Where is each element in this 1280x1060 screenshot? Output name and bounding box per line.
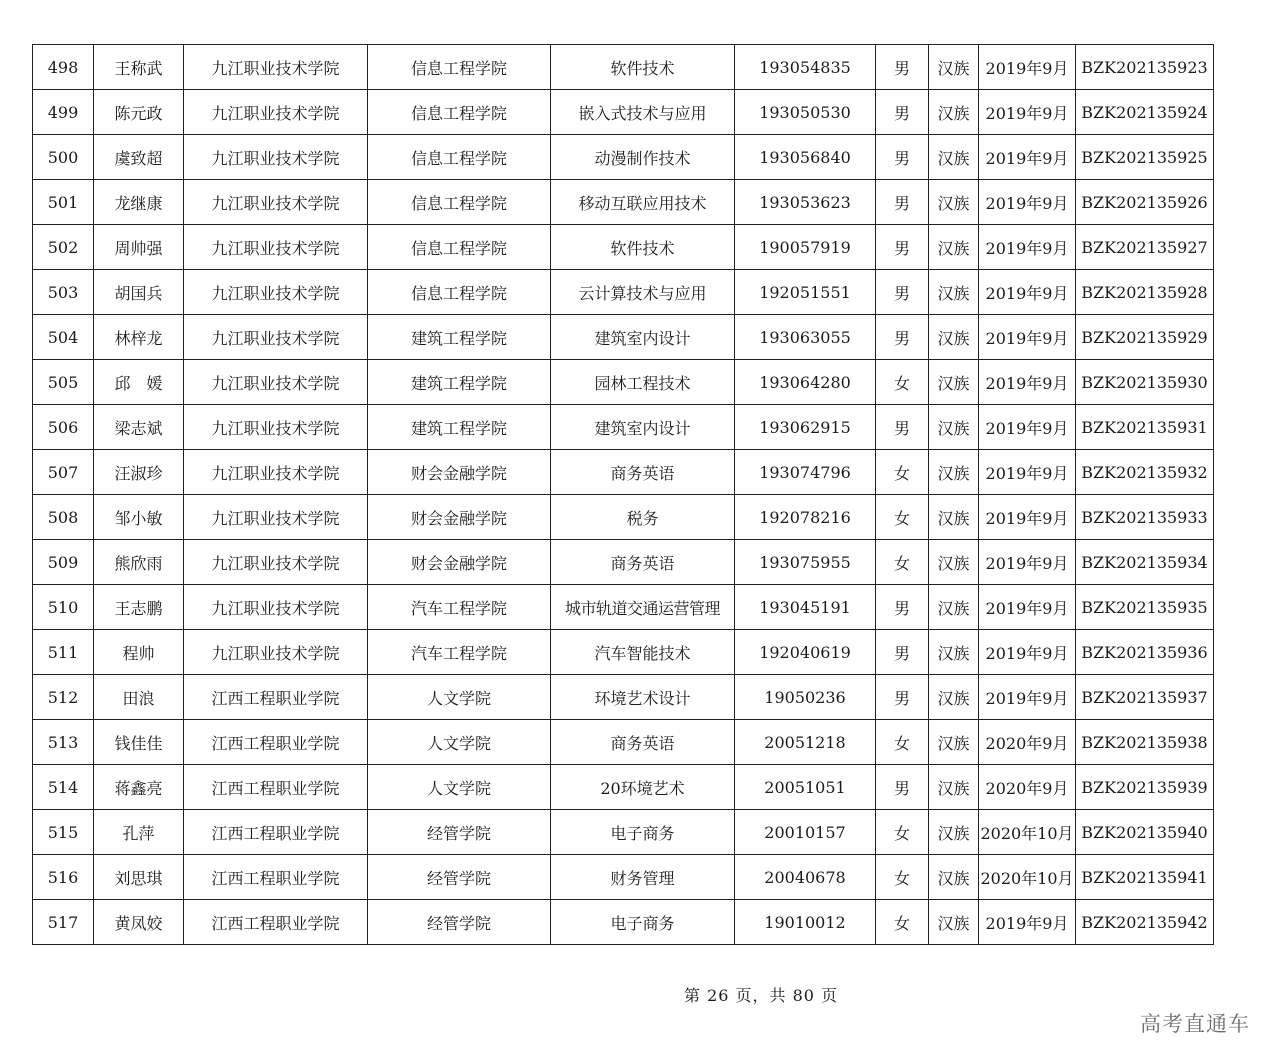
gender-cell: 男 xyxy=(876,225,929,270)
student-id-cell: 193053623 xyxy=(735,180,876,225)
major-cell: 软件技术 xyxy=(551,45,735,90)
school-cell: 九江职业技术学院 xyxy=(184,270,368,315)
gender-cell: 男 xyxy=(876,270,929,315)
student-id-cell: 19010012 xyxy=(735,900,876,945)
certificate-no-cell: BZK202135924 xyxy=(1076,90,1214,135)
table-row xyxy=(33,360,1214,405)
school-cell: 九江职业技术学院 xyxy=(184,360,368,405)
student-id-cell: 193064280 xyxy=(735,360,876,405)
name-cell: 王称武 xyxy=(94,45,184,90)
department-cell: 经管学院 xyxy=(368,810,551,855)
school-cell: 江西工程职业学院 xyxy=(184,810,368,855)
row-number-cell: 510 xyxy=(33,585,94,630)
student-id-cell: 193075955 xyxy=(735,540,876,585)
name-cell: 汪淑珍 xyxy=(94,450,184,495)
table-row xyxy=(33,135,1214,180)
enrollment-date-cell: 2020年10月 xyxy=(979,810,1076,855)
table-row xyxy=(33,540,1214,585)
name-cell: 邱 媛 xyxy=(94,360,184,405)
row-number-cell: 508 xyxy=(33,495,94,540)
name-cell: 孔萍 xyxy=(94,810,184,855)
gender-cell: 女 xyxy=(876,855,929,900)
enrollment-date-cell: 2019年9月 xyxy=(979,360,1076,405)
major-cell: 城市轨道交通运营管理 xyxy=(551,585,735,630)
row-number-cell: 509 xyxy=(33,540,94,585)
table-row xyxy=(33,720,1214,765)
row-number-cell: 511 xyxy=(33,630,94,675)
enrollment-date-cell: 2019年9月 xyxy=(979,90,1076,135)
certificate-no-cell: BZK202135931 xyxy=(1076,405,1214,450)
department-cell: 信息工程学院 xyxy=(368,270,551,315)
row-number-cell: 507 xyxy=(33,450,94,495)
gender-cell: 女 xyxy=(876,540,929,585)
table-row xyxy=(33,765,1214,810)
certificate-no-cell: BZK202135923 xyxy=(1076,45,1214,90)
department-cell: 信息工程学院 xyxy=(368,90,551,135)
department-cell: 建筑工程学院 xyxy=(368,315,551,360)
department-cell: 经管学院 xyxy=(368,900,551,945)
certificate-no-cell: BZK202135934 xyxy=(1076,540,1214,585)
department-cell: 人文学院 xyxy=(368,675,551,720)
certificate-no-cell: BZK202135929 xyxy=(1076,315,1214,360)
enrollment-date-cell: 2019年9月 xyxy=(979,675,1076,720)
ethnicity-cell: 汉族 xyxy=(929,765,979,810)
ethnicity-cell: 汉族 xyxy=(929,45,979,90)
school-cell: 九江职业技术学院 xyxy=(184,225,368,270)
school-cell: 九江职业技术学院 xyxy=(184,45,368,90)
certificate-no-cell: BZK202135941 xyxy=(1076,855,1214,900)
name-cell: 邹小敏 xyxy=(94,495,184,540)
gender-cell: 男 xyxy=(876,585,929,630)
page-indicator-text: 第 26 页，共 80 页 xyxy=(684,986,839,1005)
table-row xyxy=(33,585,1214,630)
department-cell: 建筑工程学院 xyxy=(368,405,551,450)
gender-cell: 女 xyxy=(876,900,929,945)
ethnicity-cell: 汉族 xyxy=(929,810,979,855)
major-cell: 汽车智能技术 xyxy=(551,630,735,675)
department-cell: 信息工程学院 xyxy=(368,180,551,225)
name-cell: 陈元政 xyxy=(94,90,184,135)
enrollment-date-cell: 2019年9月 xyxy=(979,225,1076,270)
table-row xyxy=(33,270,1214,315)
certificate-no-cell: BZK202135936 xyxy=(1076,630,1214,675)
major-cell: 财务管理 xyxy=(551,855,735,900)
table-row xyxy=(33,180,1214,225)
ethnicity-cell: 汉族 xyxy=(929,495,979,540)
certificate-no-cell: BZK202135930 xyxy=(1076,360,1214,405)
school-cell: 江西工程职业学院 xyxy=(184,765,368,810)
enrollment-date-cell: 2019年9月 xyxy=(979,270,1076,315)
row-number-cell: 517 xyxy=(33,900,94,945)
table-row xyxy=(33,630,1214,675)
roster-body xyxy=(33,45,1214,945)
ethnicity-cell: 汉族 xyxy=(929,585,979,630)
row-number-cell: 516 xyxy=(33,855,94,900)
ethnicity-cell: 汉族 xyxy=(929,540,979,585)
certificate-no-cell: BZK202135925 xyxy=(1076,135,1214,180)
student-id-cell: 20010157 xyxy=(735,810,876,855)
ethnicity-cell: 汉族 xyxy=(929,225,979,270)
major-cell: 税务 xyxy=(551,495,735,540)
certificate-no-cell: BZK202135935 xyxy=(1076,585,1214,630)
row-number-cell: 500 xyxy=(33,135,94,180)
enrollment-date-cell: 2020年9月 xyxy=(979,720,1076,765)
department-cell: 经管学院 xyxy=(368,855,551,900)
department-cell: 人文学院 xyxy=(368,720,551,765)
student-id-cell: 20051051 xyxy=(735,765,876,810)
table-row xyxy=(33,675,1214,720)
department-cell: 信息工程学院 xyxy=(368,45,551,90)
name-cell: 胡国兵 xyxy=(94,270,184,315)
gender-cell: 女 xyxy=(876,360,929,405)
ethnicity-cell: 汉族 xyxy=(929,360,979,405)
student-roster-table xyxy=(32,44,1214,945)
major-cell: 建筑室内设计 xyxy=(551,405,735,450)
name-cell: 田浪 xyxy=(94,675,184,720)
table-row xyxy=(33,90,1214,135)
student-id-cell: 193074796 xyxy=(735,450,876,495)
major-cell: 嵌入式技术与应用 xyxy=(551,90,735,135)
department-cell: 财会金融学院 xyxy=(368,540,551,585)
gender-cell: 男 xyxy=(876,405,929,450)
student-id-cell: 193056840 xyxy=(735,135,876,180)
row-number-cell: 514 xyxy=(33,765,94,810)
student-id-cell: 193054835 xyxy=(735,45,876,90)
table-row xyxy=(33,45,1214,90)
ethnicity-cell: 汉族 xyxy=(929,315,979,360)
enrollment-date-cell: 2019年9月 xyxy=(979,495,1076,540)
gender-cell: 女 xyxy=(876,495,929,540)
ethnicity-cell: 汉族 xyxy=(929,90,979,135)
school-cell: 九江职业技术学院 xyxy=(184,495,368,540)
student-id-cell: 20040678 xyxy=(735,855,876,900)
gender-cell: 男 xyxy=(876,675,929,720)
major-cell: 电子商务 xyxy=(551,900,735,945)
enrollment-date-cell: 2019年9月 xyxy=(979,45,1076,90)
major-cell: 动漫制作技术 xyxy=(551,135,735,180)
ethnicity-cell: 汉族 xyxy=(929,180,979,225)
gender-cell: 男 xyxy=(876,765,929,810)
school-cell: 江西工程职业学院 xyxy=(184,900,368,945)
ethnicity-cell: 汉族 xyxy=(929,405,979,450)
school-cell: 江西工程职业学院 xyxy=(184,720,368,765)
certificate-no-cell: BZK202135940 xyxy=(1076,810,1214,855)
major-cell: 商务英语 xyxy=(551,720,735,765)
row-number-cell: 501 xyxy=(33,180,94,225)
enrollment-date-cell: 2019年9月 xyxy=(979,540,1076,585)
row-number-cell: 504 xyxy=(33,315,94,360)
name-cell: 梁志斌 xyxy=(94,405,184,450)
enrollment-date-cell: 2019年9月 xyxy=(979,135,1076,180)
ethnicity-cell: 汉族 xyxy=(929,675,979,720)
ethnicity-cell: 汉族 xyxy=(929,855,979,900)
department-cell: 信息工程学院 xyxy=(368,135,551,180)
enrollment-date-cell: 2019年9月 xyxy=(979,450,1076,495)
certificate-no-cell: BZK202135928 xyxy=(1076,270,1214,315)
table-row xyxy=(33,405,1214,450)
table-row xyxy=(33,315,1214,360)
school-cell: 江西工程职业学院 xyxy=(184,855,368,900)
department-cell: 建筑工程学院 xyxy=(368,360,551,405)
gender-cell: 男 xyxy=(876,135,929,180)
row-number-cell: 502 xyxy=(33,225,94,270)
major-cell: 电子商务 xyxy=(551,810,735,855)
watermark-text: 高考直通车 xyxy=(1140,1012,1250,1036)
ethnicity-cell: 汉族 xyxy=(929,900,979,945)
enrollment-date-cell: 2019年9月 xyxy=(979,630,1076,675)
name-cell: 蒋鑫亮 xyxy=(94,765,184,810)
department-cell: 财会金融学院 xyxy=(368,495,551,540)
enrollment-date-cell: 2019年9月 xyxy=(979,180,1076,225)
name-cell: 龙继康 xyxy=(94,180,184,225)
enrollment-date-cell: 2019年9月 xyxy=(979,900,1076,945)
gender-cell: 女 xyxy=(876,450,929,495)
certificate-no-cell: BZK202135939 xyxy=(1076,765,1214,810)
row-number-cell: 515 xyxy=(33,810,94,855)
gender-cell: 男 xyxy=(876,45,929,90)
school-cell: 九江职业技术学院 xyxy=(184,405,368,450)
name-cell: 熊欣雨 xyxy=(94,540,184,585)
ethnicity-cell: 汉族 xyxy=(929,450,979,495)
ethnicity-cell: 汉族 xyxy=(929,135,979,180)
ethnicity-cell: 汉族 xyxy=(929,720,979,765)
school-cell: 九江职业技术学院 xyxy=(184,630,368,675)
certificate-no-cell: BZK202135926 xyxy=(1076,180,1214,225)
row-number-cell: 513 xyxy=(33,720,94,765)
student-id-cell: 193045191 xyxy=(735,585,876,630)
enrollment-date-cell: 2020年10月 xyxy=(979,855,1076,900)
gender-cell: 女 xyxy=(876,720,929,765)
major-cell: 环境艺术设计 xyxy=(551,675,735,720)
row-number-cell: 499 xyxy=(33,90,94,135)
school-cell: 九江职业技术学院 xyxy=(184,585,368,630)
table-row xyxy=(33,450,1214,495)
student-id-cell: 192051551 xyxy=(735,270,876,315)
student-id-cell: 193062915 xyxy=(735,405,876,450)
row-number-cell: 505 xyxy=(33,360,94,405)
gender-cell: 女 xyxy=(876,810,929,855)
major-cell: 园林工程技术 xyxy=(551,360,735,405)
school-cell: 江西工程职业学院 xyxy=(184,675,368,720)
department-cell: 汽车工程学院 xyxy=(368,630,551,675)
certificate-no-cell: BZK202135933 xyxy=(1076,495,1214,540)
enrollment-date-cell: 2019年9月 xyxy=(979,405,1076,450)
name-cell: 钱佳佳 xyxy=(94,720,184,765)
enrollment-date-cell: 2020年9月 xyxy=(979,765,1076,810)
ethnicity-cell: 汉族 xyxy=(929,270,979,315)
table-row xyxy=(33,810,1214,855)
certificate-no-cell: BZK202135927 xyxy=(1076,225,1214,270)
table-row xyxy=(33,495,1214,540)
table-row xyxy=(33,900,1214,945)
major-cell: 软件技术 xyxy=(551,225,735,270)
row-number-cell: 506 xyxy=(33,405,94,450)
department-cell: 人文学院 xyxy=(368,765,551,810)
department-cell: 财会金融学院 xyxy=(368,450,551,495)
row-number-cell: 512 xyxy=(33,675,94,720)
student-id-cell: 193050530 xyxy=(735,90,876,135)
row-number-cell: 503 xyxy=(33,270,94,315)
certificate-no-cell: BZK202135937 xyxy=(1076,675,1214,720)
ethnicity-cell: 汉族 xyxy=(929,630,979,675)
student-id-cell: 20051218 xyxy=(735,720,876,765)
school-cell: 九江职业技术学院 xyxy=(184,135,368,180)
name-cell: 刘思琪 xyxy=(94,855,184,900)
student-id-cell: 192078216 xyxy=(735,495,876,540)
major-cell: 商务英语 xyxy=(551,450,735,495)
name-cell: 王志鹏 xyxy=(94,585,184,630)
name-cell: 黄凤姣 xyxy=(94,900,184,945)
gender-cell: 男 xyxy=(876,315,929,360)
gender-cell: 男 xyxy=(876,90,929,135)
table-row xyxy=(33,225,1214,270)
certificate-no-cell: BZK202135938 xyxy=(1076,720,1214,765)
name-cell: 虞致超 xyxy=(94,135,184,180)
gender-cell: 男 xyxy=(876,630,929,675)
school-cell: 九江职业技术学院 xyxy=(184,180,368,225)
major-cell: 20环境艺术 xyxy=(551,765,735,810)
department-cell: 信息工程学院 xyxy=(368,225,551,270)
certificate-no-cell: BZK202135932 xyxy=(1076,450,1214,495)
department-cell: 汽车工程学院 xyxy=(368,585,551,630)
school-cell: 九江职业技术学院 xyxy=(184,315,368,360)
school-cell: 九江职业技术学院 xyxy=(184,450,368,495)
major-cell: 商务英语 xyxy=(551,540,735,585)
name-cell: 周帅强 xyxy=(94,225,184,270)
major-cell: 移动互联应用技术 xyxy=(551,180,735,225)
table-row xyxy=(33,855,1214,900)
major-cell: 云计算技术与应用 xyxy=(551,270,735,315)
name-cell: 程帅 xyxy=(94,630,184,675)
student-id-cell: 192040619 xyxy=(735,630,876,675)
gender-cell: 男 xyxy=(876,180,929,225)
student-id-cell: 190057919 xyxy=(735,225,876,270)
name-cell: 林梓龙 xyxy=(94,315,184,360)
school-cell: 九江职业技术学院 xyxy=(184,90,368,135)
row-number-cell: 498 xyxy=(33,45,94,90)
school-cell: 九江职业技术学院 xyxy=(184,540,368,585)
enrollment-date-cell: 2019年9月 xyxy=(979,315,1076,360)
major-cell: 建筑室内设计 xyxy=(551,315,735,360)
certificate-no-cell: BZK202135942 xyxy=(1076,900,1214,945)
student-id-cell: 19050236 xyxy=(735,675,876,720)
student-id-cell: 193063055 xyxy=(735,315,876,360)
enrollment-date-cell: 2019年9月 xyxy=(979,585,1076,630)
